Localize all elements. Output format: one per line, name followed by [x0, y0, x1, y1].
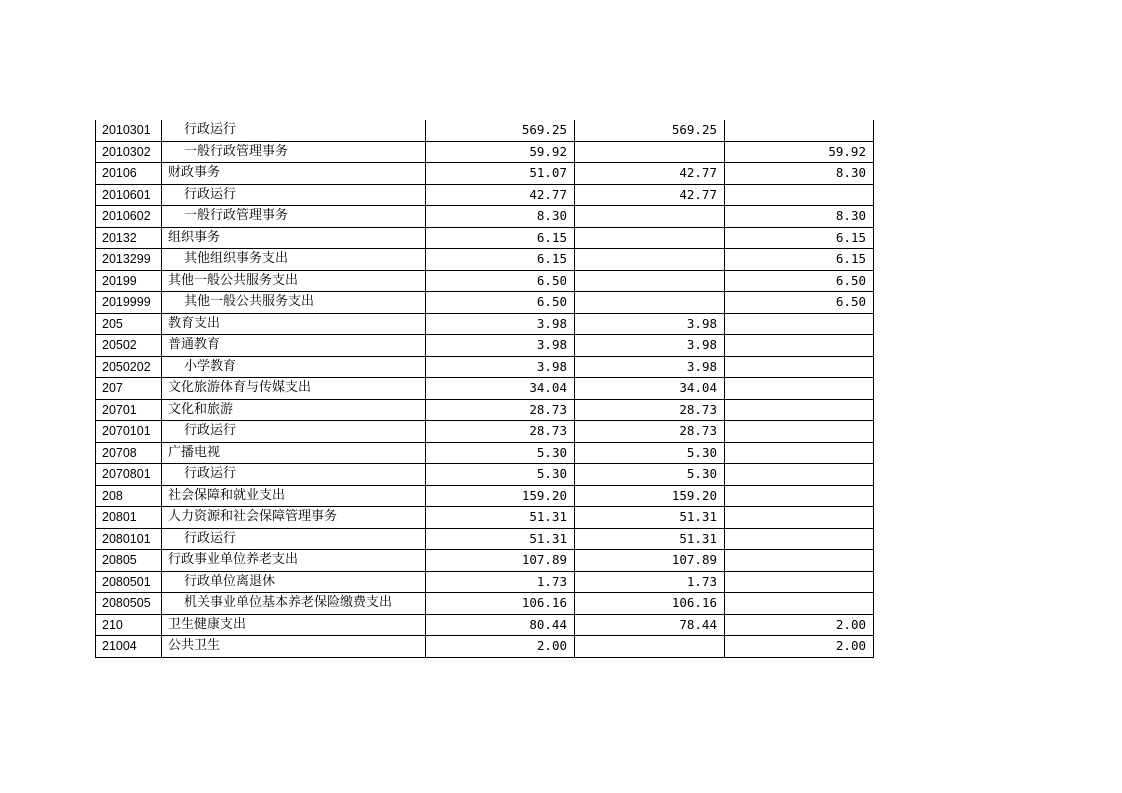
project-expenditure-cell	[725, 378, 874, 400]
function-code-cell: 2019999	[96, 292, 162, 314]
function-code-cell: 2080505	[96, 593, 162, 615]
function-code-cell: 20801	[96, 507, 162, 529]
project-expenditure-cell: 2.00	[725, 614, 874, 636]
project-expenditure-cell	[725, 464, 874, 486]
function-name-cell: 财政事务	[162, 163, 426, 185]
total-amount-cell: 569.25	[426, 120, 575, 141]
total-amount-cell: 6.50	[426, 292, 575, 314]
function-name-cell: 一般行政管理事务	[162, 141, 426, 163]
function-code-cell: 2080101	[96, 528, 162, 550]
total-amount-cell: 5.30	[426, 464, 575, 486]
function-code-cell: 2010601	[96, 184, 162, 206]
function-name-cell: 机关事业单位基本养老保险缴费支出	[162, 593, 426, 615]
expenditure-table-body	[96, 120, 874, 657]
total-amount-cell: 6.15	[426, 227, 575, 249]
function-code-cell: 207	[96, 378, 162, 400]
total-amount-cell: 3.98	[426, 335, 575, 357]
total-amount-cell: 51.31	[426, 528, 575, 550]
table-row	[96, 550, 874, 572]
project-expenditure-cell	[725, 421, 874, 443]
basic-expenditure-cell: 3.98	[575, 356, 725, 378]
project-expenditure-cell	[725, 335, 874, 357]
basic-expenditure-cell: 51.31	[575, 528, 725, 550]
project-expenditure-cell	[725, 120, 874, 141]
total-amount-cell: 1.73	[426, 571, 575, 593]
project-expenditure-cell	[725, 593, 874, 615]
function-name-cell: 文化旅游体育与传媒支出	[162, 378, 426, 400]
basic-expenditure-cell	[575, 227, 725, 249]
basic-expenditure-cell	[575, 206, 725, 228]
project-expenditure-cell	[725, 550, 874, 572]
function-name-cell: 行政运行	[162, 464, 426, 486]
table-row	[96, 120, 874, 141]
table-row	[96, 614, 874, 636]
basic-expenditure-cell: 28.73	[575, 421, 725, 443]
table-row	[96, 206, 874, 228]
total-amount-cell: 51.07	[426, 163, 575, 185]
total-amount-cell: 28.73	[426, 421, 575, 443]
basic-expenditure-cell	[575, 636, 725, 658]
function-code-cell: 2070101	[96, 421, 162, 443]
function-code-cell: 2070801	[96, 464, 162, 486]
function-name-cell: 社会保障和就业支出	[162, 485, 426, 507]
total-amount-cell: 28.73	[426, 399, 575, 421]
table-row	[96, 528, 874, 550]
project-expenditure-cell	[725, 528, 874, 550]
function-name-cell: 行政运行	[162, 421, 426, 443]
project-expenditure-cell: 2.00	[725, 636, 874, 658]
table-row	[96, 507, 874, 529]
function-name-cell: 教育支出	[162, 313, 426, 335]
function-name-cell: 一般行政管理事务	[162, 206, 426, 228]
function-code-cell: 20502	[96, 335, 162, 357]
table-row	[96, 227, 874, 249]
basic-expenditure-cell: 28.73	[575, 399, 725, 421]
project-expenditure-cell	[725, 313, 874, 335]
function-name-cell: 行政运行	[162, 184, 426, 206]
function-code-cell: 20199	[96, 270, 162, 292]
function-code-cell: 2050202	[96, 356, 162, 378]
table-row	[96, 163, 874, 185]
basic-expenditure-cell: 51.31	[575, 507, 725, 529]
function-code-cell: 20132	[96, 227, 162, 249]
basic-expenditure-cell	[575, 270, 725, 292]
function-name-cell: 公共卫生	[162, 636, 426, 658]
function-name-cell: 行政单位离退休	[162, 571, 426, 593]
basic-expenditure-cell: 3.98	[575, 335, 725, 357]
basic-expenditure-cell: 42.77	[575, 184, 725, 206]
basic-expenditure-cell: 5.30	[575, 442, 725, 464]
basic-expenditure-cell: 42.77	[575, 163, 725, 185]
total-amount-cell: 42.77	[426, 184, 575, 206]
function-code-cell: 2010302	[96, 141, 162, 163]
function-code-cell: 210	[96, 614, 162, 636]
project-expenditure-cell: 6.50	[725, 292, 874, 314]
basic-expenditure-cell: 159.20	[575, 485, 725, 507]
function-name-cell: 组织事务	[162, 227, 426, 249]
basic-expenditure-cell: 5.30	[575, 464, 725, 486]
function-code-cell: 2013299	[96, 249, 162, 271]
table-row	[96, 141, 874, 163]
function-code-cell: 20805	[96, 550, 162, 572]
project-expenditure-cell	[725, 184, 874, 206]
table-row	[96, 636, 874, 658]
basic-expenditure-cell	[575, 141, 725, 163]
table-row	[96, 335, 874, 357]
function-name-cell: 行政事业单位养老支出	[162, 550, 426, 572]
table-row	[96, 249, 874, 271]
basic-expenditure-cell	[575, 292, 725, 314]
project-expenditure-cell	[725, 356, 874, 378]
table-row	[96, 292, 874, 314]
function-code-cell: 205	[96, 313, 162, 335]
total-amount-cell: 159.20	[426, 485, 575, 507]
function-code-cell: 21004	[96, 636, 162, 658]
project-expenditure-cell: 6.15	[725, 227, 874, 249]
project-expenditure-cell: 8.30	[725, 163, 874, 185]
total-amount-cell: 51.31	[426, 507, 575, 529]
table-row	[96, 399, 874, 421]
basic-expenditure-cell: 106.16	[575, 593, 725, 615]
basic-expenditure-cell: 78.44	[575, 614, 725, 636]
basic-expenditure-cell: 34.04	[575, 378, 725, 400]
total-amount-cell: 6.15	[426, 249, 575, 271]
total-amount-cell: 59.92	[426, 141, 575, 163]
table-row	[96, 571, 874, 593]
project-expenditure-cell: 59.92	[725, 141, 874, 163]
basic-expenditure-cell: 3.98	[575, 313, 725, 335]
function-code-cell: 2080501	[96, 571, 162, 593]
function-name-cell: 文化和旅游	[162, 399, 426, 421]
total-amount-cell: 34.04	[426, 378, 575, 400]
project-expenditure-cell	[725, 442, 874, 464]
total-amount-cell: 107.89	[426, 550, 575, 572]
function-name-cell: 其他组织事务支出	[162, 249, 426, 271]
project-expenditure-cell	[725, 507, 874, 529]
table-row	[96, 421, 874, 443]
total-amount-cell: 80.44	[426, 614, 575, 636]
function-code-cell: 20708	[96, 442, 162, 464]
function-name-cell: 普通教育	[162, 335, 426, 357]
basic-expenditure-cell: 1.73	[575, 571, 725, 593]
function-name-cell: 卫生健康支出	[162, 614, 426, 636]
function-name-cell: 行政运行	[162, 120, 426, 141]
total-amount-cell: 5.30	[426, 442, 575, 464]
function-code-cell: 20106	[96, 163, 162, 185]
table-row	[96, 356, 874, 378]
function-code-cell: 208	[96, 485, 162, 507]
table-row	[96, 593, 874, 615]
function-name-cell: 行政运行	[162, 528, 426, 550]
table-row	[96, 184, 874, 206]
table-row	[96, 378, 874, 400]
total-amount-cell: 6.50	[426, 270, 575, 292]
table-row	[96, 270, 874, 292]
total-amount-cell: 3.98	[426, 313, 575, 335]
function-code-cell: 20701	[96, 399, 162, 421]
project-expenditure-cell: 8.30	[725, 206, 874, 228]
function-name-cell: 广播电视	[162, 442, 426, 464]
project-expenditure-cell: 6.50	[725, 270, 874, 292]
basic-expenditure-cell	[575, 249, 725, 271]
total-amount-cell: 8.30	[426, 206, 575, 228]
basic-expenditure-cell: 107.89	[575, 550, 725, 572]
function-name-cell: 其他一般公共服务支出	[162, 292, 426, 314]
project-expenditure-cell	[725, 571, 874, 593]
total-amount-cell: 106.16	[426, 593, 575, 615]
project-expenditure-cell	[725, 399, 874, 421]
total-amount-cell: 3.98	[426, 356, 575, 378]
function-name-cell: 小学教育	[162, 356, 426, 378]
function-name-cell: 人力资源和社会保障管理事务	[162, 507, 426, 529]
table-row	[96, 485, 874, 507]
basic-expenditure-cell: 569.25	[575, 120, 725, 141]
table-row	[96, 313, 874, 335]
function-name-cell: 其他一般公共服务支出	[162, 270, 426, 292]
table-row	[96, 464, 874, 486]
function-code-cell: 2010602	[96, 206, 162, 228]
table-row	[96, 442, 874, 464]
total-amount-cell: 2.00	[426, 636, 575, 658]
project-expenditure-cell	[725, 485, 874, 507]
project-expenditure-cell: 6.15	[725, 249, 874, 271]
expenditure-table	[95, 120, 874, 658]
function-code-cell: 2010301	[96, 120, 162, 141]
